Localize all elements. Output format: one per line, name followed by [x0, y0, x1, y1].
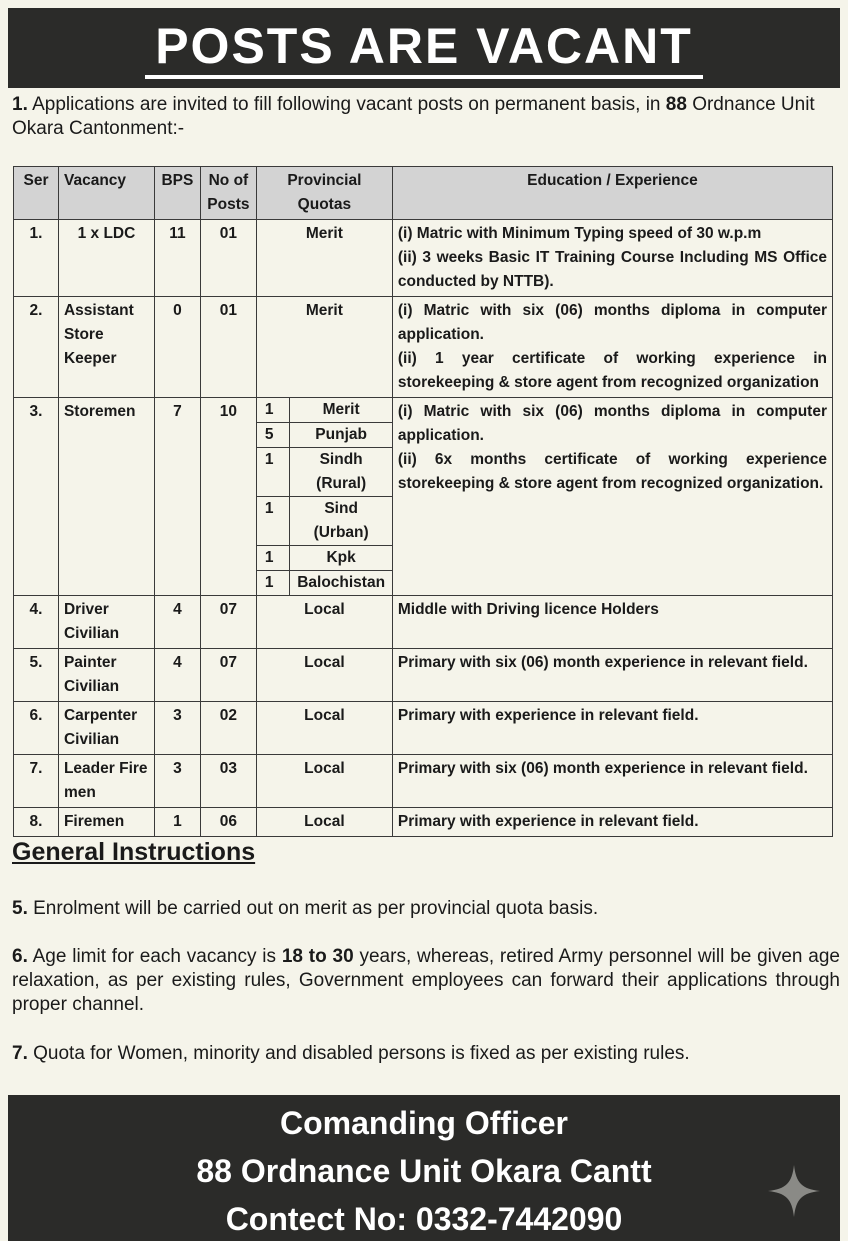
header-bps: BPS	[154, 167, 200, 220]
row-vacancy: Storemen	[58, 398, 154, 596]
row-quota: Local	[256, 755, 392, 808]
edu-line: (i) Matric with Minimum Typing speed of 30 w.p.m	[397, 225, 762, 242]
row-quota: Local	[256, 596, 392, 649]
row-education	[392, 297, 832, 398]
instruction-number: 7.	[12, 1043, 28, 1064]
instruction-text: Enrolment will be carried out on merit as per provincial quota basis.	[27, 898, 599, 919]
row-ser: 6.	[14, 702, 59, 755]
table-row	[14, 702, 833, 755]
row-bps: 11	[154, 220, 200, 297]
intro-text-a: Applications are invited to fill following vacant posts on permanent basis, in	[27, 94, 666, 115]
quota-count: 1	[257, 546, 290, 571]
instruction-number: 6.	[12, 946, 28, 967]
table-row	[14, 398, 833, 596]
quota-row	[257, 546, 392, 571]
edu-line: Primary with six (06) month experience in relevant field.	[397, 760, 808, 777]
row-ser: 4.	[14, 596, 59, 649]
row-vacancy: Assistant Store Keeper	[58, 297, 154, 398]
row-education	[392, 649, 832, 702]
general-instructions-title: General Instructions	[12, 838, 256, 866]
quota-label: Punjab	[290, 423, 392, 448]
intro-unit: 88	[665, 94, 687, 115]
row-bps: 4	[154, 649, 200, 702]
row-bps: 3	[154, 702, 200, 755]
row-posts: 06	[200, 808, 256, 837]
quota-label: Kpk	[290, 546, 392, 571]
row-quota: Local	[256, 808, 392, 837]
footer-banner	[8, 1095, 840, 1241]
row-posts: 07	[200, 649, 256, 702]
quota-label: Balochistan	[297, 574, 386, 591]
row-posts: 01	[200, 220, 256, 297]
row-education	[392, 702, 832, 755]
quota-label: Merit	[290, 398, 392, 423]
row-posts: 02	[200, 702, 256, 755]
instruction-7	[12, 1042, 840, 1066]
quota-row	[257, 448, 392, 497]
header-banner	[8, 8, 840, 88]
quota-table	[257, 398, 392, 595]
row-quota: Local	[256, 649, 392, 702]
row-education	[392, 398, 832, 596]
quota-count: 1	[257, 497, 290, 546]
edu-line: (i) Matric with six (06) months diploma in computer application.	[397, 302, 827, 343]
table-row	[14, 808, 833, 837]
edu-line: Middle with Driving licence Holders	[397, 601, 659, 618]
row-education	[392, 808, 832, 837]
row-bps: 4	[154, 596, 200, 649]
row-bps: 3	[154, 755, 200, 808]
row-posts: 10	[200, 398, 256, 596]
row-quota: Local	[256, 702, 392, 755]
edu-line: (i) Matric with six (06) months diploma in computer application.	[397, 403, 827, 444]
instruction-number: 5.	[12, 898, 28, 919]
edu-line: (ii) 6x months certificate of working experience storekeeping & store agent from recognized organization.	[397, 451, 827, 492]
age-range: 18 to 30	[281, 946, 354, 967]
page-title: POSTS ARE VACANT	[145, 17, 703, 79]
row-quota: Merit	[256, 220, 392, 297]
quota-label: Sind (Urban)	[290, 497, 392, 546]
table-row	[14, 649, 833, 702]
row-vacancy: Painter Civilian	[58, 649, 154, 702]
quota-count: 1	[257, 571, 290, 596]
row-education	[392, 755, 832, 808]
row-education	[392, 596, 832, 649]
row-bps: 7	[154, 398, 200, 596]
footer-contact: Contect No: 0332-7442090	[225, 1201, 623, 1237]
table-header-row	[14, 167, 833, 220]
table-row	[14, 297, 833, 398]
edu-line: Primary with experience in relevant field.	[397, 707, 699, 724]
row-ser: 2.	[14, 297, 59, 398]
row-education	[392, 220, 832, 297]
row-bps: 0	[154, 297, 200, 398]
row-quota: Merit	[256, 297, 392, 398]
edu-line: Primary with six (06) month experience in relevant field.	[397, 654, 808, 671]
header-posts: No of Posts	[200, 167, 256, 220]
row-vacancy: Carpenter Civilian	[58, 702, 154, 755]
sparkle-icon	[766, 1163, 822, 1219]
intro-number: 1.	[12, 94, 28, 115]
table-row	[14, 755, 833, 808]
row-ser: 5.	[14, 649, 59, 702]
quota-row	[257, 398, 392, 423]
instruction-text-b: years, whereas, retired Army personnel will be given age relaxation, as per existing rules, Government employees can forward their applications through proper channel.	[12, 946, 840, 1015]
row-vacancy: Leader Fire men	[58, 755, 154, 808]
vacancy-table	[13, 166, 833, 837]
row-vacancy: Driver Civilian	[58, 596, 154, 649]
intro-paragraph	[12, 93, 840, 141]
footer-unit: 88 Ordnance Unit Okara Cantt	[196, 1153, 652, 1189]
quota-count: 1	[257, 448, 290, 497]
quota-count: 5	[257, 423, 290, 448]
table-row	[14, 220, 833, 297]
quota-label: Sindh (Rural)	[290, 448, 392, 497]
instruction-text-a: Age limit for each vacancy is	[27, 946, 282, 967]
instruction-text: Quota for Women, minority and disabled persons is fixed as per existing rules.	[27, 1043, 690, 1064]
row-ser: 3.	[14, 398, 59, 596]
row-ser: 7.	[14, 755, 59, 808]
quota-row	[257, 423, 392, 448]
row-quota-breakdown	[256, 398, 392, 596]
row-posts: 01	[200, 297, 256, 398]
row-ser: 1.	[14, 220, 59, 297]
instruction-6	[12, 945, 840, 1017]
quota-count: 1	[257, 398, 290, 423]
row-posts: 03	[200, 755, 256, 808]
row-vacancy: 1 x LDC	[58, 220, 154, 297]
edu-line: (ii) 1 year certificate of working experience in storekeeping & store agent from recognized organization	[397, 350, 827, 391]
quota-row	[257, 497, 392, 546]
header-quotas: Provincial Quotas	[256, 167, 392, 220]
quota-row	[257, 571, 392, 596]
header-vacancy: Vacancy	[58, 167, 154, 220]
table-row	[14, 596, 833, 649]
row-vacancy: Firemen	[58, 808, 154, 837]
header-ser: Ser	[14, 167, 59, 220]
footer-officer: Comanding Officer	[279, 1105, 568, 1141]
row-bps: 1	[154, 808, 200, 837]
instruction-5	[12, 897, 840, 921]
row-posts: 07	[200, 596, 256, 649]
edu-line: Primary with experience in relevant field.	[397, 813, 699, 830]
row-ser: 8.	[14, 808, 59, 837]
intro-text-b: Ordnance Unit Okara Cantonment:-	[12, 94, 815, 139]
header-education: Education / Experience	[392, 167, 832, 220]
edu-line: (ii) 3 weeks Basic IT Training Course Including MS Office conducted by NTTB).	[397, 249, 827, 290]
